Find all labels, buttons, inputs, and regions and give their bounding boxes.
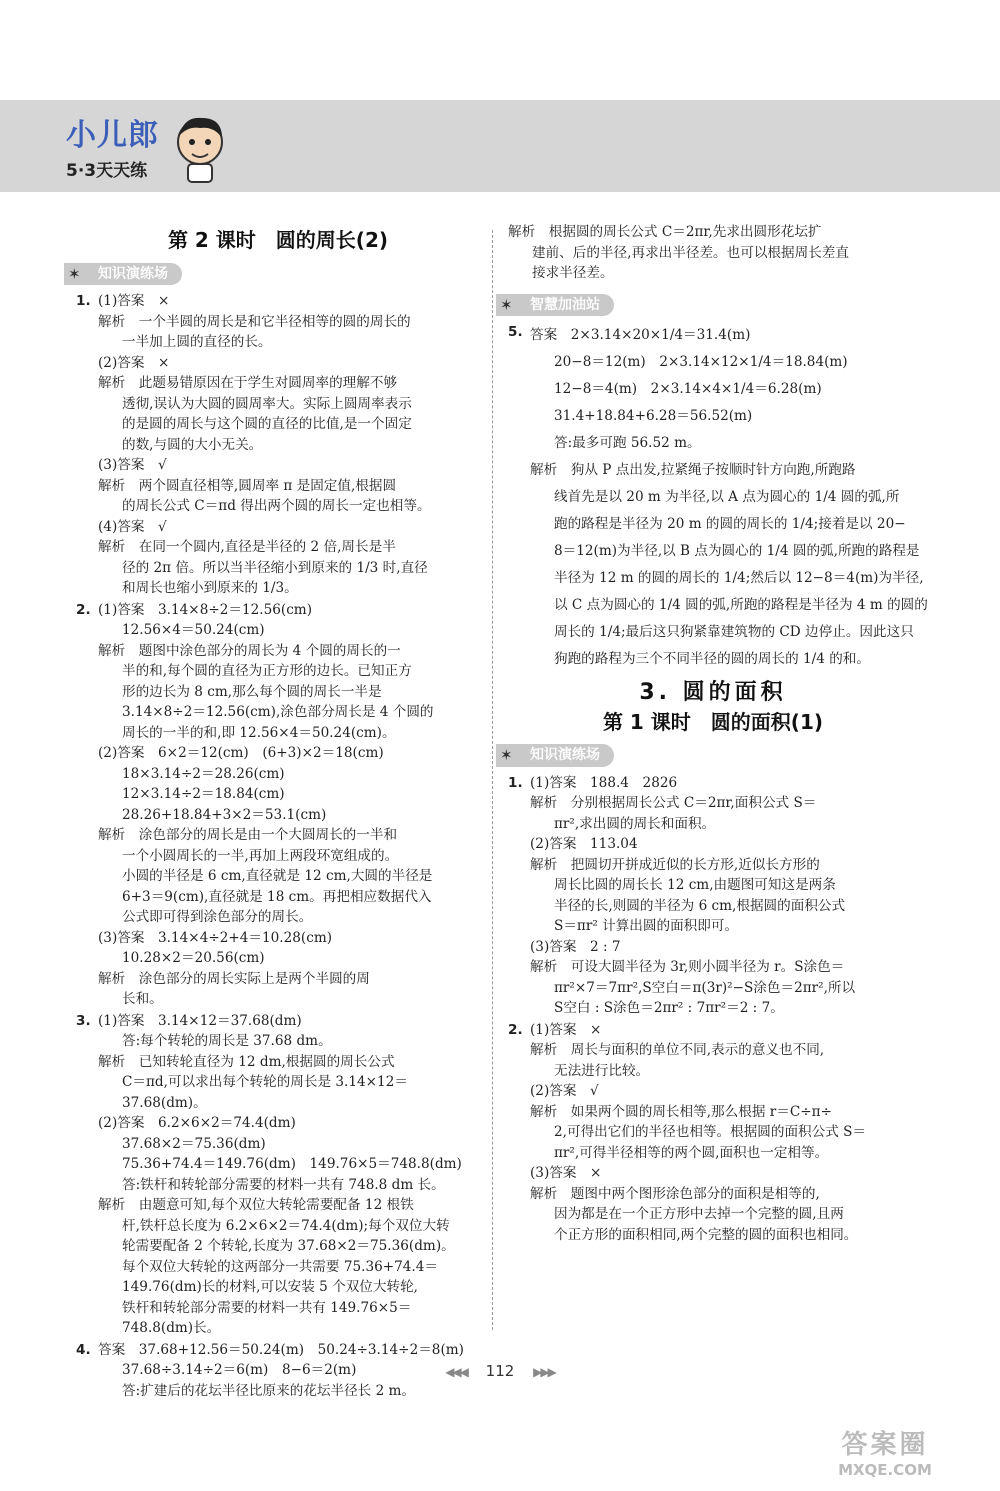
- text-line: (3)答案 √: [98, 457, 167, 473]
- text-line: 31.4+18.84+6.28＝56.52(m): [554, 408, 753, 424]
- text-line: 28.26+18.84+3×2＝53.1(cm): [122, 806, 327, 823]
- text-line: 轮需要配备 2 个转轮,长度为 37.68×2＝75.36(dm)。: [122, 1238, 455, 1254]
- text-line: 跑的路程是半径为 20 m 的圆的周长的 1/4;接着是以 20−: [554, 516, 906, 532]
- intro-text: [508, 222, 918, 284]
- text-line: 748.8(dm)长。: [122, 1320, 221, 1336]
- section-banner: [496, 294, 614, 317]
- text-line: 3.14×8÷2＝12.56(cm),涂色部分周长是 4 个圆的: [122, 704, 434, 720]
- text-line: (4)答案 √: [98, 518, 167, 535]
- text-line: 径的 2π 倍。所以当半径缩小到原来的 1/3 时,直径: [122, 559, 428, 576]
- text-line: (3)答案 3.14×4÷2+4＝10.28(cm): [98, 929, 333, 946]
- text-line: 半径的长,则圆的半径为 6 cm,根据圆的面积公式: [554, 897, 846, 914]
- banner-label: 知识演练场: [530, 747, 600, 763]
- text-line: 20−8＝12(m) 2×3.14×12×1/4＝18.84(m): [554, 354, 848, 370]
- text-line: (1)答案 ×: [530, 1021, 602, 1038]
- next-arrows-icon: ▶▶▶: [533, 1365, 555, 1379]
- text-line: 12.56×4＝50.24(cm): [122, 622, 265, 638]
- text-line: 每个双位大转轮的这两部分一共需要 75.36+74.4＝: [122, 1258, 438, 1275]
- question-item: [508, 773, 918, 1019]
- text-line: 狗跑的路程为三个不同半径的圆的周长的 1/4 的和。: [554, 651, 870, 667]
- text-line: 接求半径差。: [532, 265, 614, 281]
- text-line: 建前、后的半径,再求出半径差。也可以根据周长差直: [532, 244, 849, 261]
- text-line: 2,可得出它们的半径也相等。根据圆的面积公式 S＝: [554, 1124, 867, 1140]
- brand-name: 小儿郎: [66, 118, 159, 153]
- text-line: 形的边长为 8 cm,那么每个圆的周长一半是: [122, 683, 382, 700]
- text-line: 线首先是以 20 m 为半径,以 A 点为圆心的 1/4 圆的弧,所: [554, 489, 900, 505]
- banner-label: 知识演练场: [98, 265, 168, 282]
- text-line: 解析 如果两个圆的周长相等,那么根据 r＝C÷π÷: [530, 1103, 832, 1120]
- text-line: 18×3.14÷2＝28.26(cm): [122, 765, 285, 782]
- text-line: 12−8＝4(m) 2×3.14×4×1/4＝6.28(m): [554, 381, 822, 397]
- mascot-icon: [170, 112, 230, 184]
- text-line: 公式即可得到涂色部分的周长。: [122, 909, 313, 925]
- question-list: [508, 773, 918, 1246]
- text-line: 解析 此题易错原因在于学生对圆周率的理解不够: [98, 375, 398, 391]
- text-line: 解析 根据圆的周长公式 C＝2πr,先求出圆形花坛扩: [508, 224, 822, 240]
- brand-subtitle: 5·3天天练: [66, 161, 148, 181]
- text-line: 12×3.14÷2＝18.84(cm): [122, 786, 285, 802]
- question-number: 2.: [508, 1021, 523, 1038]
- text-line: 解析 两个圆直径相等,圆周率 π 是固定值,根据圆: [98, 477, 397, 494]
- text-line: πr²×7＝7πr²,S空白＝π(3r)²−S涂色＝2πr²,所以: [554, 979, 856, 996]
- text-line: 半的和,每个圆的直径为正方形的边长。已知正方: [122, 663, 412, 679]
- text-line: 的数,与圆的大小无关。: [122, 436, 263, 453]
- text-line: 答:最多可跑 56.52 m。: [554, 435, 701, 451]
- section-banner: [64, 263, 182, 286]
- text-line: 解析 题图中两个图形涂色部分的面积是相等的,: [530, 1185, 820, 1202]
- text-line: 半径为 12 m 的圆的周长的 1/4;然后以 12−8＝4(m)为半径,: [554, 570, 924, 586]
- text-line: 无法进行比较。: [554, 1062, 650, 1079]
- text-line: 铁杆和转轮部分需要的材料一共有 149.76×5＝: [122, 1299, 412, 1316]
- question-number: 1.: [76, 293, 91, 309]
- question-number: 1.: [508, 774, 523, 791]
- text-line: 解析 一个半圆的周长是和它半径相等的圆的周长的: [98, 313, 411, 330]
- text-line: 解析 涂色部分的周长实际上是两个半圆的周: [98, 970, 370, 987]
- right-column: [500, 222, 928, 1246]
- prev-arrows-icon: ◀◀◀: [445, 1365, 467, 1379]
- text-line: (1)答案 ×: [98, 293, 170, 309]
- text-line: (2)答案 113.04: [530, 836, 638, 852]
- question-item: [76, 1011, 480, 1339]
- text-line: 小圆的半径是 6 cm,直径就是 12 cm,大圆的半径是: [122, 868, 433, 884]
- text-line: 解析 在同一个圆内,直径是半径的 2 倍,周长是半: [98, 539, 396, 555]
- text-line: (1)答案 3.14×12＝37.68(dm): [98, 1012, 302, 1029]
- text-line: (1)答案 3.14×8÷2＝12.56(cm): [98, 601, 313, 618]
- text-line: S空白 : S涂色＝2πr² : 7πr²＝2 : 7。: [554, 1000, 784, 1016]
- text-line: 长和。: [122, 991, 163, 1007]
- star-icon: ✶: [500, 746, 513, 764]
- question-number: 4.: [76, 1341, 91, 1358]
- text-line: 个正方形的面积相同,两个完整的圆的面积也相同。: [554, 1226, 858, 1243]
- question-item: [508, 1020, 918, 1246]
- text-line: 的周长公式 C＝πd 得出两个圆的周长一定也相等。: [122, 498, 431, 514]
- text-line: (3)答案 ×: [530, 1165, 602, 1181]
- text-line: 37.68(dm)。: [122, 1094, 207, 1111]
- watermark-title: 答案圈: [841, 1430, 929, 1460]
- text-line: (2)答案 ×: [98, 354, 170, 371]
- text-line: 8＝12(m)为半径,以 B 点为圆心的 1/4 圆的弧,所跑的路程是: [554, 543, 920, 559]
- question-list: [508, 322, 928, 673]
- banner-label: 智慧加油站: [530, 296, 600, 313]
- text-line: 解析 周长与面积的单位不同,表示的意义也不同,: [530, 1042, 825, 1058]
- text-line: πr²,求出圆的周长和面积。: [554, 815, 716, 832]
- lesson-title: 第 1 课时 圆的面积(1): [602, 709, 824, 734]
- text-line: 周长的一半的和,即 12.56×4＝50.24(cm)。: [122, 724, 396, 741]
- question-number: 3.: [76, 1012, 91, 1029]
- page-footer: [0, 1362, 1000, 1380]
- column-divider: [492, 230, 493, 1330]
- text-line: 149.76(dm)长的材料,可以安装 5 个双位大转轮,: [122, 1279, 419, 1295]
- text-line: 解析 已知转轮直径为 12 dm,根据圆的周长公式: [98, 1053, 395, 1070]
- star-icon: ✶: [500, 295, 513, 314]
- left-column: [68, 222, 480, 1402]
- section-banner: [496, 744, 614, 767]
- text-line: 75.36+74.4＝149.76(dm) 149.76×5＝748.8(dm): [122, 1156, 462, 1172]
- text-line: 的是圆的周长与这个圆的直径的比值,是一个固定: [122, 416, 412, 432]
- lesson-title: 第 2 课时 圆的周长(2): [167, 228, 389, 252]
- text-line: 一半加上圆的直径的长。: [122, 334, 272, 350]
- text-line: 解析 把圆切开拼成近似的长方形,近似长方形的: [530, 856, 820, 873]
- text-line: (2)答案 √: [530, 1083, 599, 1099]
- question-number: 5.: [508, 324, 523, 340]
- text-line: πr²,可得半径相等的两个圆,面积也一定相等。: [554, 1144, 829, 1161]
- page-number: 112: [485, 1362, 515, 1380]
- question-list: [76, 291, 480, 1401]
- text-line: 以 C 点为圆心的 1/4 圆的弧,所跑的路程是半径为 4 m 的圆的: [554, 597, 928, 613]
- star-icon: ✶: [68, 264, 81, 283]
- text-line: 答:扩建后的花坛半径比原来的花坛半径长 2 m。: [122, 1382, 416, 1399]
- text-line: 解析 分别根据周长公式 C＝2πr,面积公式 S＝: [530, 795, 817, 811]
- text-line: 答:铁杆和转轮部分需要的材料一共有 748.8 dm 长。: [122, 1176, 445, 1193]
- text-line: (2)答案 6×2＝12(cm) (6+3)×2＝18(cm): [98, 745, 384, 761]
- text-line: 解析 可设大圆半径为 3r,则小圆半径为 r。S涂色＝: [530, 959, 845, 975]
- question-item: [76, 291, 480, 599]
- text-line: 解析 狗从 P 点出发,拉紧绳子按顺时针方向跑,所跑路: [530, 462, 856, 478]
- text-line: 答案 2×3.14×20×1/4＝31.4(m): [530, 327, 751, 343]
- watermark-url: MXQE.COM: [838, 1461, 932, 1479]
- text-line: 37.68÷3.14÷2＝6(m) 8−6＝2(m): [122, 1362, 357, 1378]
- question-number: 2.: [76, 601, 91, 618]
- chapter-title: 3. 圆的面积: [639, 680, 787, 705]
- text-line: 解析 涂色部分的周长是由一个大圆周长的一半和: [98, 827, 398, 843]
- question-item: [508, 322, 928, 673]
- question-item: [76, 600, 480, 1010]
- text-line: (1)答案 188.4 2826: [530, 774, 678, 791]
- text-line: 6+3＝9(cm),直径就是 18 cm。再把相应数据代入: [122, 888, 432, 905]
- text-line: 解析 题图中涂色部分的周长为 4 个圆的周长的一: [98, 642, 401, 659]
- text-line: 37.68×2＝75.36(dm): [122, 1135, 266, 1152]
- text-line: 周长的 1/4;最后这只狗紧靠建筑物的 CD 边停止。因此这只: [554, 624, 914, 640]
- text-line: 10.28×2＝20.56(cm): [122, 950, 265, 966]
- text-line: 透彻,误认为大圆的圆周率大。实际上圆周率表示: [122, 395, 412, 412]
- text-line: 周长比圆的周长长 12 cm,由题图可知这是两条: [554, 877, 836, 893]
- text-line: 一个小圆周长的一半,再加上两段环宽组成的。: [122, 847, 399, 864]
- text-line: 解析 由题意可知,每个双位大转轮需要配备 12 根铁: [98, 1197, 414, 1213]
- watermark: [794, 1424, 976, 1479]
- text-line: 答:每个转轮的周长是 37.68 dm。: [122, 1033, 332, 1049]
- text-line: C＝πd,可以求出每个转轮的周长是 3.14×12＝: [122, 1074, 408, 1090]
- text-line: 因为都是在一个正方形中去掉一个完整的圆,且两: [554, 1206, 844, 1222]
- text-line: 和周长也缩小到原来的 1/3。: [122, 580, 298, 596]
- text-line: (3)答案 2 : 7: [530, 938, 621, 955]
- text-line: 杆,铁杆总长度为 6.2×6×2＝74.4(dm);每个双位大转: [122, 1217, 450, 1234]
- text-line: 答案 37.68+12.56＝50.24(m) 50.24÷3.14÷2＝8(m): [98, 1341, 464, 1358]
- text-line: (2)答案 6.2×6×2＝74.4(dm): [98, 1115, 296, 1131]
- text-line: S＝πr² 计算出圆的面积即可。: [554, 918, 739, 934]
